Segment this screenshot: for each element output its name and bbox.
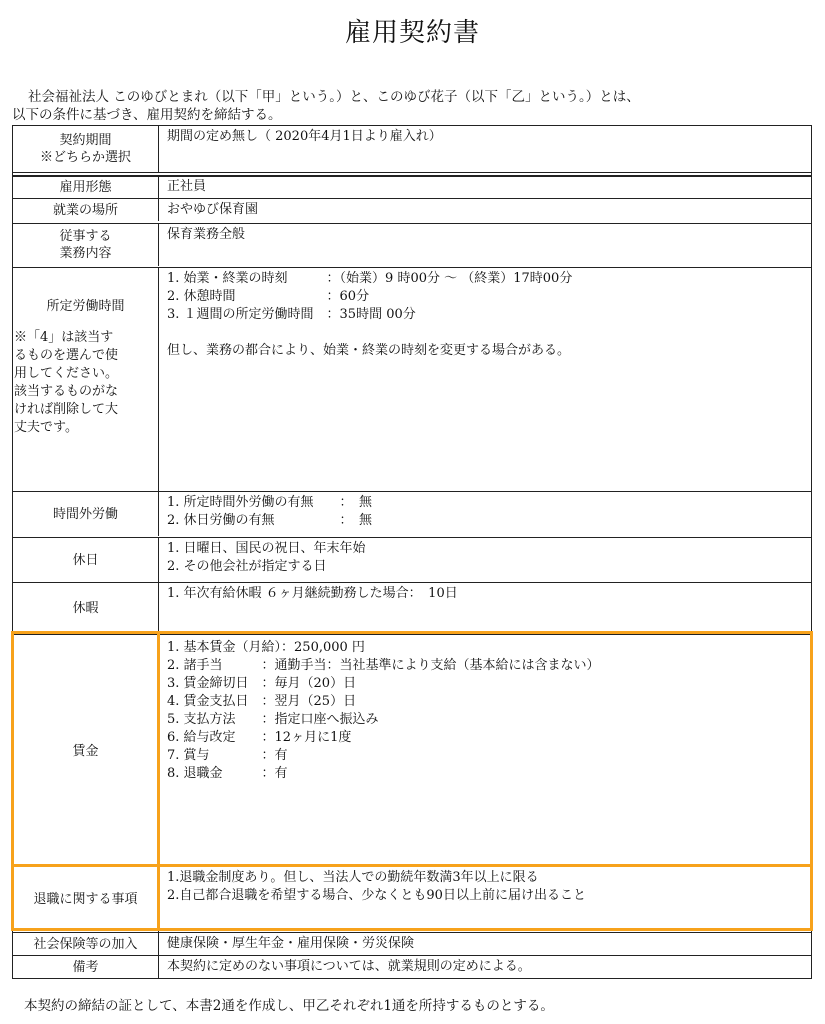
row-wages bbox=[13, 634, 811, 867]
label-text: ※どちらか選択 bbox=[39, 150, 131, 165]
value-line: 6. 給与改定 ：12ヶ月に1度 bbox=[167, 730, 352, 745]
row-contract-period bbox=[13, 126, 811, 172]
row-label bbox=[13, 176, 159, 198]
row-value bbox=[159, 224, 811, 266]
row-leave bbox=[13, 582, 811, 633]
label-text: 賃金 bbox=[72, 743, 99, 759]
value-line: 1. 始業・終業の時刻 ：（始業）9 時00分 ～ （終業）17時00分 bbox=[167, 271, 573, 286]
row-label bbox=[13, 224, 159, 266]
label-text: 就業の場所 bbox=[52, 202, 118, 218]
hours-note: ※「4」は該当す るものを選んで使 用してください。 該当するものがな ければ削除して大 丈夫です。 bbox=[14, 330, 119, 435]
row-work-place bbox=[13, 198, 811, 221]
closing-statement: 本契約の締結の証として、本書2通を作成し、甲乙それぞれ1通を所持するものとする。 bbox=[24, 998, 554, 1014]
value-line: 保育業務全般 bbox=[167, 227, 246, 242]
value-line: 2. その他会社が指定する日 bbox=[167, 559, 327, 574]
row-value bbox=[159, 199, 811, 221]
value-line: 5. 支払方法 ：指定口座へ振込み bbox=[167, 712, 379, 727]
row-remarks bbox=[13, 955, 811, 979]
value-line: 期間の定め無し（ 2020年4月1日より雇入れ） bbox=[167, 129, 442, 144]
value-line: 8. 退職金 ：有 bbox=[167, 766, 288, 781]
value-line: 但し、業務の都合により、始業・終業の時刻を変更する場合がある。 bbox=[167, 343, 571, 358]
label-text: 契約期間 bbox=[59, 133, 112, 148]
label-text: 従事する bbox=[59, 229, 112, 244]
value-line: 健康保険・厚生年金・雇用保険・労災保険 bbox=[167, 936, 415, 951]
value-line: 2. 休日労働の有無 ： 無 bbox=[167, 513, 373, 528]
row-value bbox=[159, 268, 811, 492]
row-overtime bbox=[13, 491, 811, 536]
row-value bbox=[159, 176, 811, 198]
row-label bbox=[13, 199, 159, 221]
row-label bbox=[13, 933, 159, 955]
document-title: 雇用契約書 bbox=[344, 18, 480, 48]
row-value bbox=[159, 126, 811, 172]
value-line: 2. 諸手当 ：通勤手当：当社基準により支給（基本給には含まない） bbox=[167, 658, 600, 673]
row-label bbox=[13, 867, 159, 932]
row-label bbox=[13, 492, 159, 536]
contract-table bbox=[12, 125, 812, 979]
value-line: 1.退職金制度あり。但し、当法人での勤続年数満3年以上に限る bbox=[167, 870, 539, 885]
label-text: 社会保険等の加入 bbox=[33, 936, 138, 952]
row-label bbox=[13, 538, 159, 582]
row-employment-type bbox=[13, 175, 811, 198]
value-line: おやゆび保育園 bbox=[167, 202, 259, 217]
row-value bbox=[159, 492, 811, 536]
value-line: 1. 年次有給休暇 ６ヶ月継続勤務した場合： 10日 bbox=[167, 586, 458, 601]
row-label bbox=[13, 268, 159, 492]
row-working-hours bbox=[13, 267, 811, 492]
value-line: 1. 基本賃金（月給）：250,000 円 bbox=[167, 640, 365, 655]
label-text: 所定労働時間 bbox=[46, 299, 125, 314]
row-retirement bbox=[13, 866, 811, 932]
row-duties bbox=[13, 223, 811, 266]
value-line: 本契約に定めのない事項については、就業規則の定めによる。 bbox=[167, 959, 531, 974]
row-value bbox=[159, 635, 811, 867]
label-text: 備考 bbox=[72, 960, 99, 975]
value-line: 1. 所定時間外労働の有無 ： 無 bbox=[167, 495, 373, 510]
row-label bbox=[13, 956, 159, 979]
value-line: 3. 賃金締切日 ：毎月（20）日 bbox=[167, 676, 357, 691]
label-text: 業務内容 bbox=[59, 246, 112, 261]
value-line: 4. 賃金支払日 ：翌月（25）日 bbox=[167, 694, 357, 709]
row-social-insurance bbox=[13, 932, 811, 955]
intro-line: 以下の条件に基づき、雇用契約を締結する。 bbox=[12, 107, 282, 123]
row-label bbox=[13, 126, 159, 172]
row-value bbox=[159, 538, 811, 582]
row-label bbox=[13, 635, 159, 867]
label-text: 雇用形態 bbox=[59, 179, 112, 195]
row-value bbox=[159, 867, 811, 932]
label-text: 休日 bbox=[72, 552, 99, 568]
value-line: 1. 日曜日、国民の祝日、年末年始 bbox=[167, 541, 366, 556]
label-text: 退職に関する事項 bbox=[33, 892, 138, 907]
row-value bbox=[159, 956, 811, 979]
value-line: 2.自己都合退職を希望する場合、少なくとも90日以上前に届け出ること bbox=[167, 888, 586, 903]
label-text: 時間外労働 bbox=[52, 506, 118, 522]
row-label bbox=[13, 583, 159, 633]
value-line: 7. 賞与 ：有 bbox=[167, 748, 288, 763]
label-text: 休暇 bbox=[72, 600, 99, 616]
value-line: 正社員 bbox=[167, 179, 207, 194]
intro-line: 社会福祉法人 このゆびとまれ（以下「甲」という。）と、このゆび花子（以下「乙」という。）とは、 bbox=[28, 89, 640, 105]
row-value bbox=[159, 933, 811, 955]
value-line: 3. １週間の所定労働時間 ：35時間 00分 bbox=[167, 307, 416, 322]
intro-paragraph bbox=[12, 88, 817, 124]
row-value bbox=[159, 583, 811, 633]
value-line: 2. 休憩時間 ：60分 bbox=[167, 289, 370, 304]
row-holidays bbox=[13, 537, 811, 582]
